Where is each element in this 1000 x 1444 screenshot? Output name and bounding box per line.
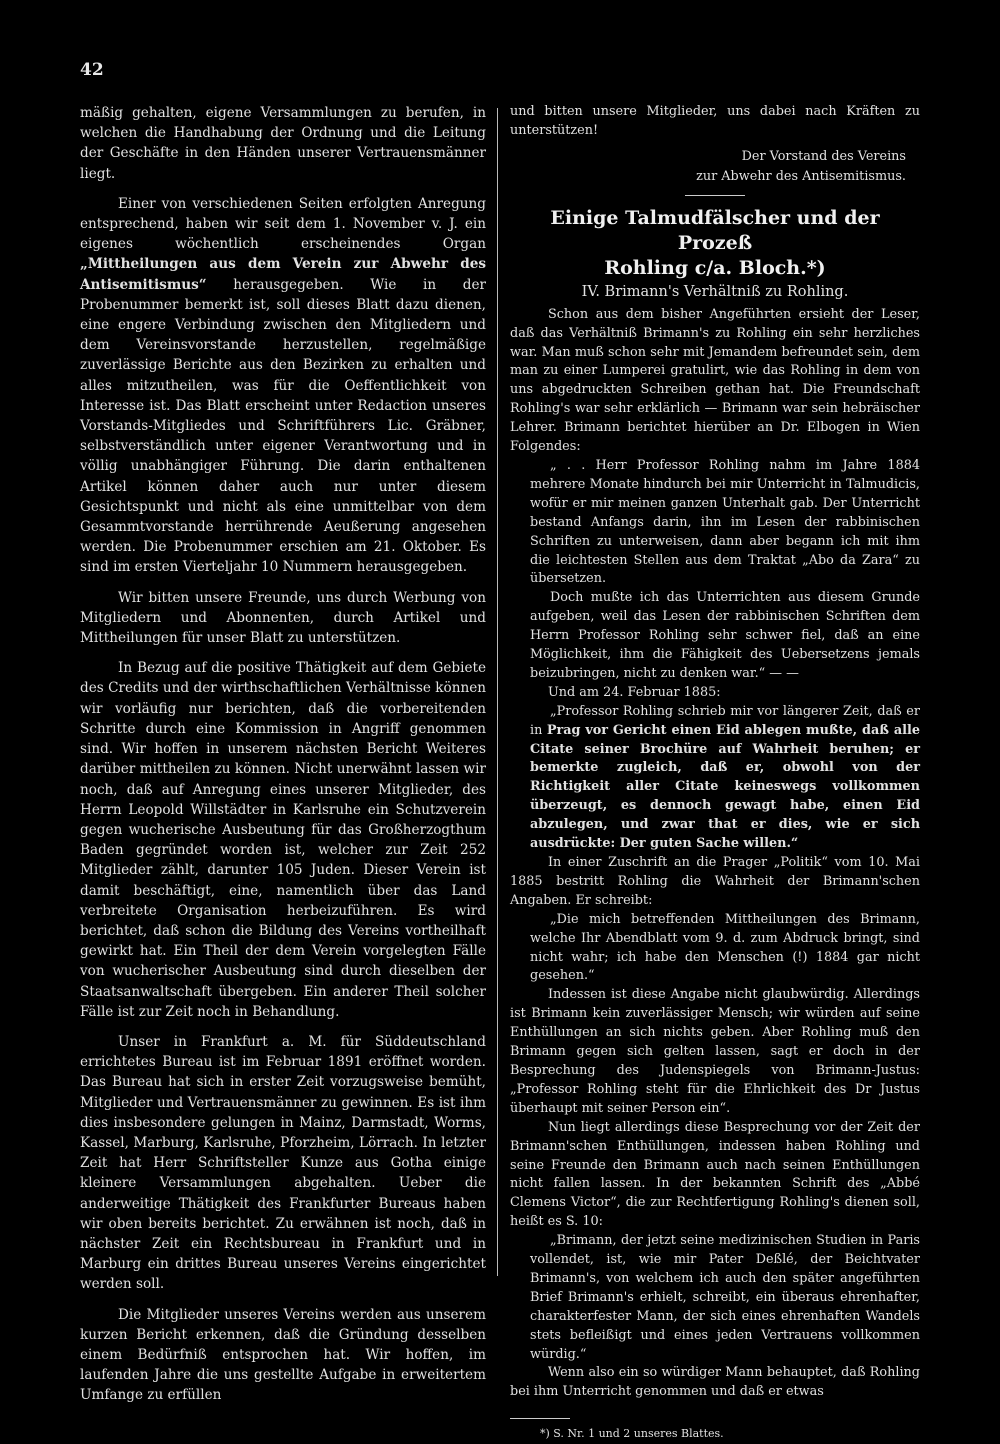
page-number: 42	[80, 60, 104, 80]
signature-block	[510, 147, 920, 187]
article-title	[510, 206, 920, 281]
article-paragraph-6: Wenn also ein so würdiger Mann behauptet, daß Rohling bei ihm Unterricht genommen und daß er etwas	[510, 1365, 920, 1400]
section-separator	[685, 195, 745, 196]
left-paragraph-2	[80, 194, 486, 578]
quote-5: „Brimann, der jetzt seine medizinischen Studien in Paris vollendet, ist, wie mir Pater Deßlé, der Beichtvater Brimann's, von welchem ich auch den später angeführten Brief Brimann's erhielt, schreibt, ein überaus ehrenhafter, charakterfester Mann, der sich eines ehrenhaften Wandels stets befleißigt und eines jeden Vertrauens vollkommen würdig.“	[530, 1233, 920, 1362]
left-paragraph-2-organ-title: „Mittheilungen aus dem Verein zur Abwehr des Antisemitismus“	[80, 256, 486, 293]
quote-1: „ . . Herr Professor Rohling nahm im Jahre 1884 mehrere Monate hindurch bei mir Unterricht in Talmudicis, wofür er mir meinen ganzen Unterhalt gab. Der Unterricht bestand Anfangs darin, ihn im Lesen der rabbinischen Schriften zu unterweisen, dann aber begann ich mit ihm die leichtesten Stellen aus dem Traktat „Abo da Zara“ zu übersetzen.	[530, 457, 920, 587]
left-paragraph-6: Die Mitglieder unseres Vereins werden aus unserem kurzen Bericht erkennen, daß die Gründung desselben einem Bedürfniß entsprochen hat. Wir hoffen, im laufenden Jahre die uns gestellte Aufgabe in erweitertem Umfange zu erfüllen	[80, 1306, 486, 1404]
left-paragraph-4: In Bezug auf die positive Thätigkeit auf dem Gebiete des Credits und der wirthschaftlichen Verhältnisse können wir vorläufig nur berichten, daß die vorbereitenden Schritte durch eine Kommission in Angriff genommen sind. Wir hoffen in unserem nächsten Bericht Weiteres darüber mittheilen zu können. Nicht unerwähnt lassen wir noch, daß auf Anregung eines unserer Mitglieder, des Herrn Leopold Willstädter in Karlsruhe ein Schutzverein gegen wucherische Ausbeutung für das Großherzogthum Baden gegründet worden ist, welcher zur Zeit 252 Mitglieder zählt, darunter 105 Juden. Dieser Verein ist damit beschäftigt, eine, namentlich über das Land verbreitete Organisation herbeizuführen. Es wird berichtet, daß schon die Bildung des Vereins vortheilhaft gewirkt hat. Ein Theil der dem Verein vorgelegten Fälle von wucherischer Ausbeutung sind durch dieselben der Staatsanwaltschaft übergeben. Ein anderer Theil solcher Fälle ist zur Zeit noch in Behandlung.	[80, 660, 486, 1020]
article-subtitle: IV. Brimann's Verhältniß zu Rohling.	[581, 283, 849, 300]
left-paragraph-2-rest: herausgegeben. Wie in der Probenummer bemerkt ist, soll dieses Blatt dazu dienen, eine engere Verbindung zwischen den Mitgliedern und dem Vereinsvorstande herzustellen, regelmäßige zuverlässige Berichte aus den Bezirken zu erhalten und alles mitzutheilen, was für die Oeffentlichkeit von Interesse ist. Das Blatt erscheint unter Redaction unseres Vorstands-Mitgliedes und Schriftführers Lic. Gräbner, selbstverständlich unter eigener Verantwortung und in völlig unabhängiger Führung. Die darin enthaltenen Artikel können daher auch nur unter diesem Gesichtspunkt und nicht als eine unmittelbar von dem Gesammtvorstande herrührende Aeußerung angesehen werden. Die Probenummer erschien am 21. Oktober. Es sind im ersten Vierteljahr 10 Nummern herausgegeben.	[80, 276, 487, 576]
article-paragraph-4: Indessen ist diese Angabe nicht glaubwürdig. Allerdings ist Brimann kein zuverlässiger Mensch; wir würden auf seine Enthüllungen an sich nichts geben. Aber Rohling muß den Brimann gegen sich gelten lassen, sagt er doch in der Besprechung des Judenspiegels von Brimann-Justus: „Professor Rohling steht für die Ehrlichkeit des Dr Justus überhaupt mit seiner Person ein“.	[510, 987, 920, 1116]
left-paragraph-2-intro: Einer von verschiedenen Seiten erfolgten Anregung entsprechend, haben wir seit dem 1. November v. J. ein eigenes wöchentlich erscheinendes Organ	[80, 195, 486, 253]
quote-3-emphasis: Prag vor Gericht einen Eid ablegen mußte, daß alle Citate seiner Brochüre auf Wahrheit beruhen; er bemerkte zugleich, daß er, obwohl von der Richtigkeit aller Citate keineswegs vollkommen überzeugt, es dennoch gewagt habe, einen Eid abzulegen, und zwar that er dies, wie er sich ausdrückte: Der guten Sache willen.“	[530, 722, 920, 852]
signature-line-1: Der Vorstand des Vereins	[741, 148, 906, 164]
left-paragraph-1: mäßig gehalten, eigene Versammlungen zu berufen, in welchen die Handhabung der Ordnung und die Leitung der Geschäfte in den Händen unserer Vertrauensmänner liegt.	[80, 105, 486, 182]
left-paragraph-3: Wir bitten unsere Freunde, uns durch Werbung von Mitgliedern und Abonnenten, durch Artikel und Mittheilungen für unser Blatt zu unterstützen.	[80, 589, 486, 647]
quote-3-intro: „Professor Rohling schrieb mir vor längerer Zeit, daß er in	[530, 703, 920, 738]
article-paragraph-2: Und am 24. Februar 1885:	[548, 684, 721, 700]
footnote: *) S. Nr. 1 und 2 unseres Blattes.	[540, 1427, 724, 1441]
column-divider	[497, 108, 498, 1276]
article-paragraph-5: Nun liegt allerdings diese Besprechung vor der Zeit der Brimann'schen Enthüllungen, indessen haben Rohling und seine Freunde den Brimann auch nach seinen Enthüllungen nicht fallen lassen. In der bekannten Schrift des „Abbé Clemens Victor“, die zur Rechtfertigung Rohling's dienen soll, heißt es S. 10:	[510, 1119, 920, 1230]
signature-line-2: zur Abwehr des Antisemitismus.	[696, 168, 906, 184]
footnote-rule	[510, 1418, 570, 1419]
article-paragraph-3: In einer Zuschrift an die Prager „Politik“ vom 10. Mai 1885 bestritt Rohling die Wahrheit der Brimann'schen Angaben. Er schreibt:	[510, 855, 920, 908]
article-paragraph-1: Schon aus dem bisher Angeführten ersieht der Leser, daß das Verhältniß Brimann's zu Rohling ein sehr herzliches war. Man muß schon sehr mit Jemandem befreundet sein, dem man zu einer Lumperei gratulirt, wie das Rohling in dem von uns abgedruckten Schreiben gethan hat. Die Freundschaft Rohling's war sehr erklärlich — Brimann war sein hebräischer Lehrer. Brimann berichtet hierüber an Dr. Elbogen in Wien Folgendes:	[510, 306, 920, 455]
left-column	[80, 103, 487, 1404]
left-paragraph-5: Unser in Frankfurt a. M. für Süddeutschland errichtetes Bureau ist im Februar 1891 eröffnet worden. Das Bureau hat sich in erster Zeit vorzugsweise bemüht, Mitglieder und Vertrauensmänner zu gewinnen. Es ist ihm dies insbesondere gelungen in Mainz, Darmstadt, Worms, Kassel, Marburg, Karlsruhe, Pforzheim, Lörrach. In letzter Zeit hat Herr Schriftsteller Kunze aus Gotha einige kleinere Versammlungen abgehalten. Ueber die anderweitige Thätigkeit des Frankfurter Bureaus haben wir oben bereits berichtet. Zu erwähnen ist noch, daß in nächster Zeit ein Rechtsbureau in Frankfurt und in Marburg ein drittes Bureau unseres Vereins eingerichtet werden soll.	[80, 1033, 486, 1293]
right-paragraph-1: und bitten unsere Mitglieder, uns dabei nach Kräften zu unterstützen!	[510, 104, 920, 138]
article-title-line-1: Einige Talmudfälscher und der Prozeß	[550, 206, 880, 254]
quote-4: „Die mich betreffenden Mittheilungen des Brimann, welche Ihr Abendblatt vom 9. d. zum Abdruck bringt, sind nicht wahr; ich habe den Menschen (!) 1884 gar nicht gesehen.“	[530, 911, 920, 984]
article-title-line-2: Rohling c/a. Bloch.*)	[604, 256, 826, 279]
quote-2: Doch mußte ich das Unterrichten aus diesem Grunde aufgeben, weil das Lesen der rabbinischen Schriften dem Herrn Professor Rohling sehr schwer fiel, daß an eine Möglichkeit, ihm die Fähigkeit des Uebersetzens jemals beizubringen, nicht zu denken war.“ — —	[530, 590, 920, 681]
quote-3	[510, 703, 920, 854]
right-column	[510, 103, 920, 1441]
